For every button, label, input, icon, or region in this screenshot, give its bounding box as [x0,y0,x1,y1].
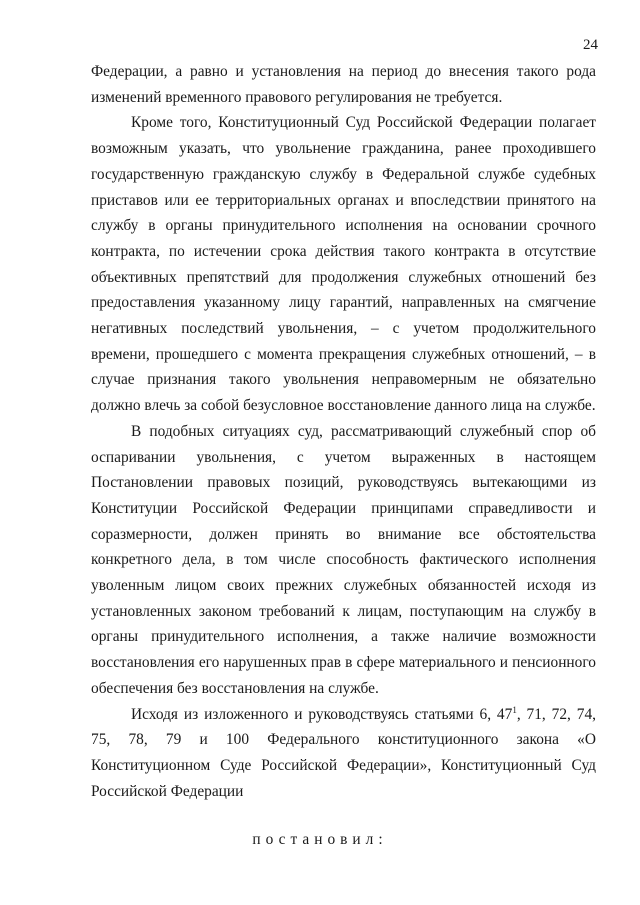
resolution-heading: постановил: [252,831,388,848]
document-body [91,59,596,804]
article-superscript: 1 [512,704,517,715]
page-number: 24 [583,37,598,53]
paragraph-legal-basis [91,702,596,805]
legal-basis-text-start: Исходя из изложенного и руководствуясь статьями 6, 47 [131,705,513,723]
paragraph-court-considerations: В подобных ситуациях суд, рассматривающий служебный спор об оспаривании увольнения, с учетом выраженных в настоящем Постановлении правовых позиций, руководствуясь вытекающими из Конституции Российской Федерации принципами справедливости и соразмерности, должен принять во внимание все обстоятельства конкретного дела, в том числе способность фактического исполнения уволенным лицом своих прежних служебных обязанностей исходя из установленных законом требований к лицам, поступающим на службу в органы принудительного исполнения, а также наличие возможности восстановления его нарушенных прав в сфере материального и пенсионного обеспечения без восстановления на службе. [91,422,596,697]
paragraph-continuation: Федерации, а равно и установления на период до внесения такого рода изменений временного правового регулирования не требуется. [91,63,596,106]
legal-basis-text-end: , 71, 72, 74, 75, 78, 79 и 100 Федерального конституционного закона «О Конституционном Суде Российской Федерации», Конституционный Суд Российской Федерации [91,705,596,800]
paragraph-dismissal-guarantees: Кроме того, Конституционный Суд Российской Федерации полагает возможным указать, что увольнение гражданина, ранее проходившего государственную гражданскую службу в Федеральной службе судебных приставов или ее территориальных органах и впоследствии принятого на службу в органы принудительного исполнения на основании срочного контракта, по истечении срока действия такого контракта в отсутствие объективных препятствий для продолжения служебных отношений без предоставления указанному лицу гарантий, направленных на смягчение негативных последствий увольнения, – с учетом продолжительного времени, прошедшего с момента прекращения служебных отношений, – в случае признания такого увольнения неправомерным не обязательно должно влечь за собой безусловное восстановление данного лица на службе. [91,114,596,415]
